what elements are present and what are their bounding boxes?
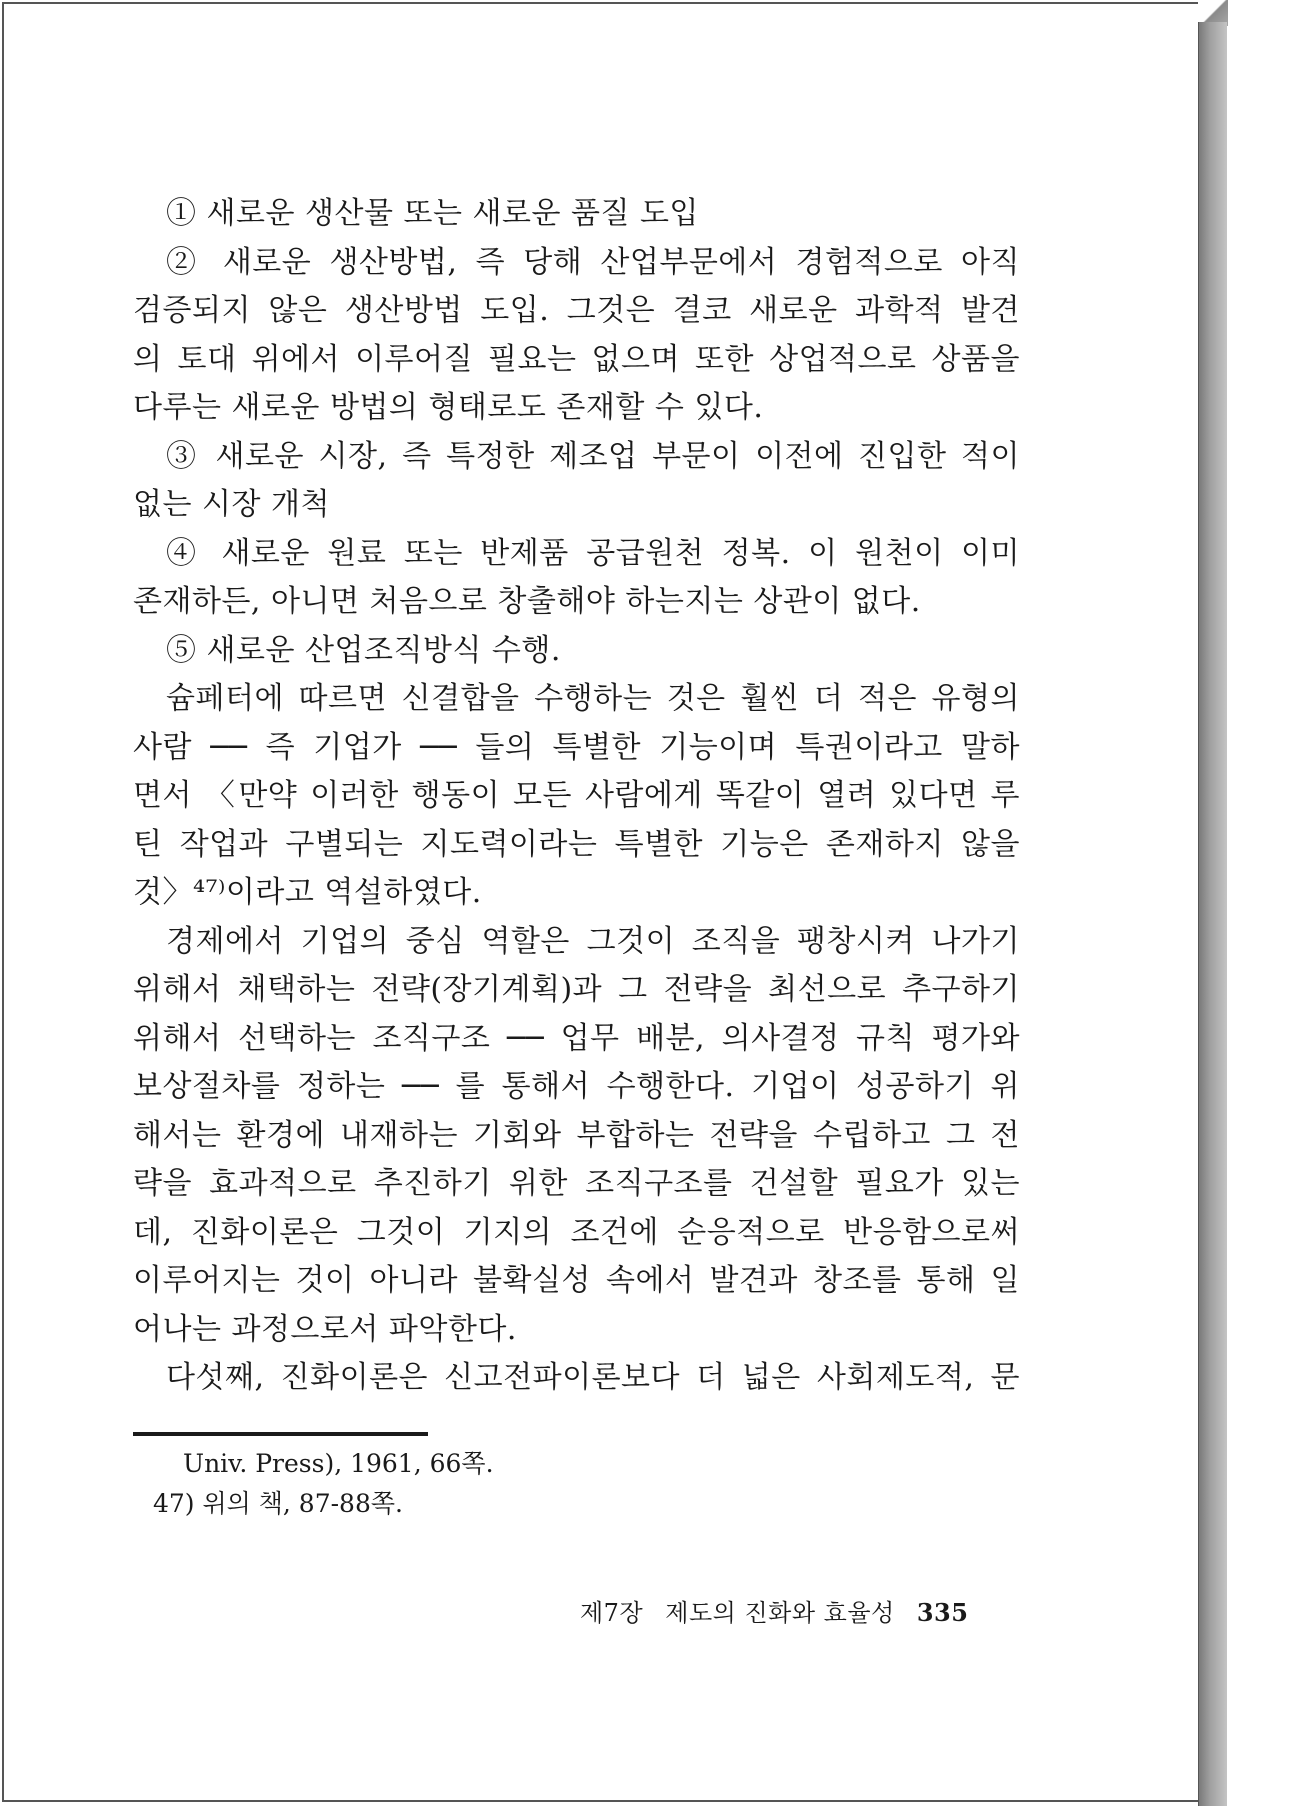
text-line: 위해서 채택하는 전략(장기계획)과 그 전략을 최선으로 추구하기 (133, 972, 1020, 1007)
paragraph-start: 슘페터에 따르면 신결합을 수행하는 것은 훨씬 더 적은 유형의 (166, 681, 1020, 716)
footnotes (153, 1444, 494, 1524)
list-item-3: ③ 새로운 시장, 즉 특정한 제조업 부문이 이전에 진입한 적이 (166, 438, 1020, 474)
list-item-1: ① 새로운 생산물 또는 새로운 품질 도입 (166, 196, 699, 231)
text-line: 틴 작업과 구별되는 지도력이라는 특별한 기능은 존재하지 않을 (133, 826, 1020, 862)
text-line: 위해서 선택하는 조직구조 ── 업무 배분, 의사결정 규칙 평가와 (133, 1020, 1020, 1056)
text-line: 이루어지는 것이 아니라 불확실성 속에서 발견과 창조를 통해 일 (133, 1263, 1020, 1298)
footnote-47: 47) 위의 책, 87-88쪽. (153, 1489, 403, 1518)
text-line: 면서 〈만약 이러한 행동이 모든 사람에게 똑같이 열려 있다면 루 (133, 778, 1020, 813)
text-line: 보상절차를 정하는 ── 를 통해서 수행한다. 기업이 성공하기 위 (133, 1069, 1020, 1104)
footer-chapter: 제7장 (580, 1599, 644, 1627)
footnote-divider (133, 1432, 428, 1436)
text-line: 의 토대 위에서 이루어질 필요는 없으며 또한 상업적으로 상품을 (133, 341, 1020, 377)
text-line: 없는 시장 개척 (133, 487, 330, 522)
text-line: 략을 효과적으로 추진하기 위한 조직구조를 건설할 필요가 있는 (133, 1166, 1020, 1201)
paragraph-start: 다섯째, 진화이론은 신고전파이론보다 더 넓은 사회제도적, 문 (166, 1360, 1020, 1395)
paragraph-start: 경제에서 기업의 중심 역할은 그것이 조직을 팽창시켜 나가기 (166, 923, 1020, 959)
footnote-continuation: Univ. Press), 1961, 66쪽. (183, 1449, 494, 1478)
page-number: 335 (916, 1598, 969, 1627)
running-footer (580, 1593, 990, 1628)
text-line: 검증되지 않은 생산방법 도입. 그것은 결코 새로운 과학적 발견 (133, 293, 1020, 328)
footer-title: 제도의 진화와 효율성 (665, 1599, 895, 1627)
body-text (133, 190, 1020, 1403)
list-item-2: ② 새로운 생산방법, 즉 당해 산업부문에서 경험적으로 아직 (166, 244, 1020, 280)
list-item-4: ④ 새로운 원료 또는 반제품 공급원천 정복. 이 원천이 이미 (166, 535, 1020, 571)
text-line: 어나는 과정으로서 파악한다. (133, 1311, 517, 1347)
text-line: 것〉⁴⁷⁾이라고 역설하였다. (133, 875, 482, 910)
text-line: 해서는 환경에 내재하는 기회와 부합하는 전략을 수립하고 그 전 (133, 1117, 1020, 1153)
text-line: 사람 ── 즉 기업가 ── 들의 특별한 기능이며 특권이라고 말하 (133, 729, 1020, 765)
page-edge-shadow (1198, 22, 1227, 1806)
text-line: 다루는 새로운 방법의 형태로도 존재할 수 있다. (133, 390, 764, 425)
list-item-5: ⑤ 새로운 산업조직방식 수행. (166, 632, 561, 668)
text-line: 데, 진화이론은 그것이 기지의 조건에 순응적으로 반응함으로써 (133, 1214, 1020, 1250)
text-line: 존재하든, 아니면 처음으로 창출해야 하는지는 상관이 없다. (133, 584, 921, 619)
